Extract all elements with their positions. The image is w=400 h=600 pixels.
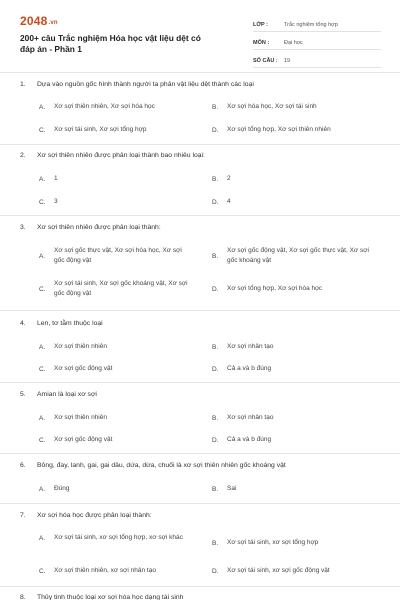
question-number: 8. [20,594,26,600]
meta-label: SỐ CÂU : [253,58,278,64]
option-b[interactable] [212,102,372,112]
option-c[interactable] [39,197,189,207]
option-letter: D. [212,285,219,293]
question-text [20,462,286,469]
option-text: Xơ sợi tái sinh, xơ sợi tổng hợp [227,539,319,546]
option-text: 3 [54,198,58,205]
option-d[interactable] [212,284,372,294]
option-letter: B. [212,414,219,422]
option-text: Cả a và b đúng [227,436,272,443]
question-text [20,512,152,519]
option-a[interactable] [39,174,189,184]
option-text: Cả a và b đúng [227,365,272,372]
option-letter: A. [39,414,46,422]
option-c[interactable] [39,125,189,135]
divider [0,453,400,454]
meta-row-class [253,14,381,32]
option-b[interactable] [212,342,372,352]
option-text: Xơ sợi nhân tạo [227,414,274,421]
option-text: Xơ sợi gốc động vật, Xơ sợi gốc thực vật, Xơ sợi gốc khoáng vật [227,247,369,264]
option-letter: C. [39,567,46,575]
divider [0,503,400,504]
option-d[interactable] [212,566,372,576]
divider [0,382,400,383]
option-text: Sai [227,485,237,492]
option-letter: C. [39,285,46,293]
option-a[interactable] [39,533,189,543]
option-text: Xơ sợi nhân tạo [227,343,274,350]
question-label: Xơ sợi hóa học được phân loại thành: [37,512,152,519]
option-letter: B. [212,539,219,547]
meta-info [253,14,381,68]
question-text [20,320,103,327]
option-letter: D. [212,126,219,134]
option-a[interactable] [39,484,189,494]
meta-label: LỚP : [253,22,268,28]
site-logo[interactable] [20,14,58,28]
option-text: Xơ sợi gốc thực vật, Xơ sợi hóa học, Xơ sợi gốc động vật [54,247,182,264]
question-label: Amian là loại xơ sợi [37,391,97,398]
option-text: Xơ sợi tái sinh, Xơ sợi tổng hợp [54,126,147,133]
question-text [20,224,161,231]
option-text: 4 [227,198,231,205]
question-number: 4. [20,320,26,327]
option-c[interactable] [39,364,189,374]
question-label: Len, tơ tằm thuộc loại [37,320,103,327]
option-text: Xơ sợi thiên nhiên [54,343,107,350]
option-letter: A. [39,485,46,493]
option-text: 2 [227,175,231,182]
option-letter: B. [212,252,219,260]
option-b[interactable] [212,538,372,548]
meta-label: MÔN : [253,40,270,46]
question-number: 7. [20,512,26,519]
meta-value: Trắc nghiệm tổng hợp [284,22,338,28]
meta-row-count [253,50,381,68]
option-letter: C. [39,198,46,206]
question-number: 1. [20,81,26,88]
option-b[interactable] [212,413,372,423]
question-text [20,81,254,88]
option-a[interactable] [39,246,189,266]
option-text: Xơ sợi thiên nhiên, xơ sợi nhân tạo [54,567,156,574]
option-c[interactable] [39,435,189,445]
option-letter: D. [212,365,219,373]
meta-value: 19 [284,58,291,64]
meta-value: Đại học [284,40,303,46]
divider [0,72,400,73]
option-text: 1 [54,175,58,182]
option-letter: B. [212,343,219,351]
option-a[interactable] [39,342,189,352]
logo-brand: 2048 [20,14,48,28]
option-letter: C. [39,126,46,134]
option-letter: A. [39,534,46,542]
document-title: 200+ câu Trắc nghiệm Hóa học vật liệu dệt có đáp án - Phần 1 [20,33,201,54]
option-b[interactable] [212,246,372,266]
option-d[interactable] [212,125,372,135]
question-label: Dựa vào nguồn gốc hình thành người ta phân vật liệu dệt thành các loại [37,81,254,88]
option-letter: A. [39,103,46,111]
divider [0,144,400,145]
divider [0,310,400,311]
question-label: Xơ sợi thiên nhiên được phân loại thành: [37,224,161,231]
option-text: Xơ sợi tổng hợp, Xơ sợi hóa học [227,285,323,292]
option-letter: B. [212,485,219,493]
option-text: Xơ sợi hóa học, Xơ sợi tái sinh [227,103,317,110]
question-label: Bông, đay, lanh, gai, gai dầu, dứa, dừa, chuối là xơ sợi thiên nhiên gốc khoáng vật [37,462,286,469]
question-number: 2. [20,152,26,159]
option-letter: A. [39,252,46,260]
option-a[interactable] [39,102,189,112]
option-text: Xơ sợi tổng hợp, Xơ sợi thiên nhiên [227,126,331,133]
option-text: Xơ sợi tái sinh, Xơ sợi gốc khoáng vật, Xơ sợi gốc động vật [54,280,188,297]
option-text: Xơ sợi gốc động vật [54,436,113,443]
option-letter: B. [212,175,219,183]
option-d[interactable] [212,364,372,374]
question-number: 3. [20,224,26,231]
option-letter: D. [212,436,219,444]
option-b[interactable] [212,174,372,184]
option-d[interactable] [212,435,372,445]
logo-tld: .vn [48,20,58,26]
question-label: Xơ sợi thiên nhiên được phân loại thành bao nhiêu loại: [37,152,205,159]
question-text [20,391,97,398]
header [0,0,400,66]
question-text [20,594,183,600]
question-text [20,152,205,159]
option-d[interactable] [212,197,372,207]
option-letter: A. [39,175,46,183]
option-text: Đúng [54,485,70,492]
question-label: Thủy tinh thuộc loại xơ sợi hóa học dạng tái sinh [37,594,184,600]
option-letter: A. [39,343,46,351]
meta-row-subject [253,32,381,50]
option-letter: D. [212,198,219,206]
divider [0,215,400,216]
option-c[interactable] [39,279,189,299]
question-number: 6. [20,462,26,469]
divider [0,586,400,587]
question-number: 5. [20,391,26,398]
option-a[interactable] [39,413,189,423]
option-text: Xơ sợi gốc động vật [54,365,113,372]
option-text: Xơ sợi thiên nhiên [54,414,107,421]
option-letter: C. [39,436,46,444]
option-b[interactable] [212,484,372,494]
option-letter: D. [212,567,219,575]
option-text: Xơ sợi tái sinh, xơ sợi gốc động vật [227,567,330,574]
option-letter: B. [212,103,219,111]
option-c[interactable] [39,566,189,576]
option-letter: C. [39,365,46,373]
option-text: Xơ sợi thiên nhiên, Xơ sợi hóa học [54,103,155,110]
option-text: Xơ sợi tái sinh, xơ sợi tổng hợp, xơ sợi khác [54,534,183,541]
